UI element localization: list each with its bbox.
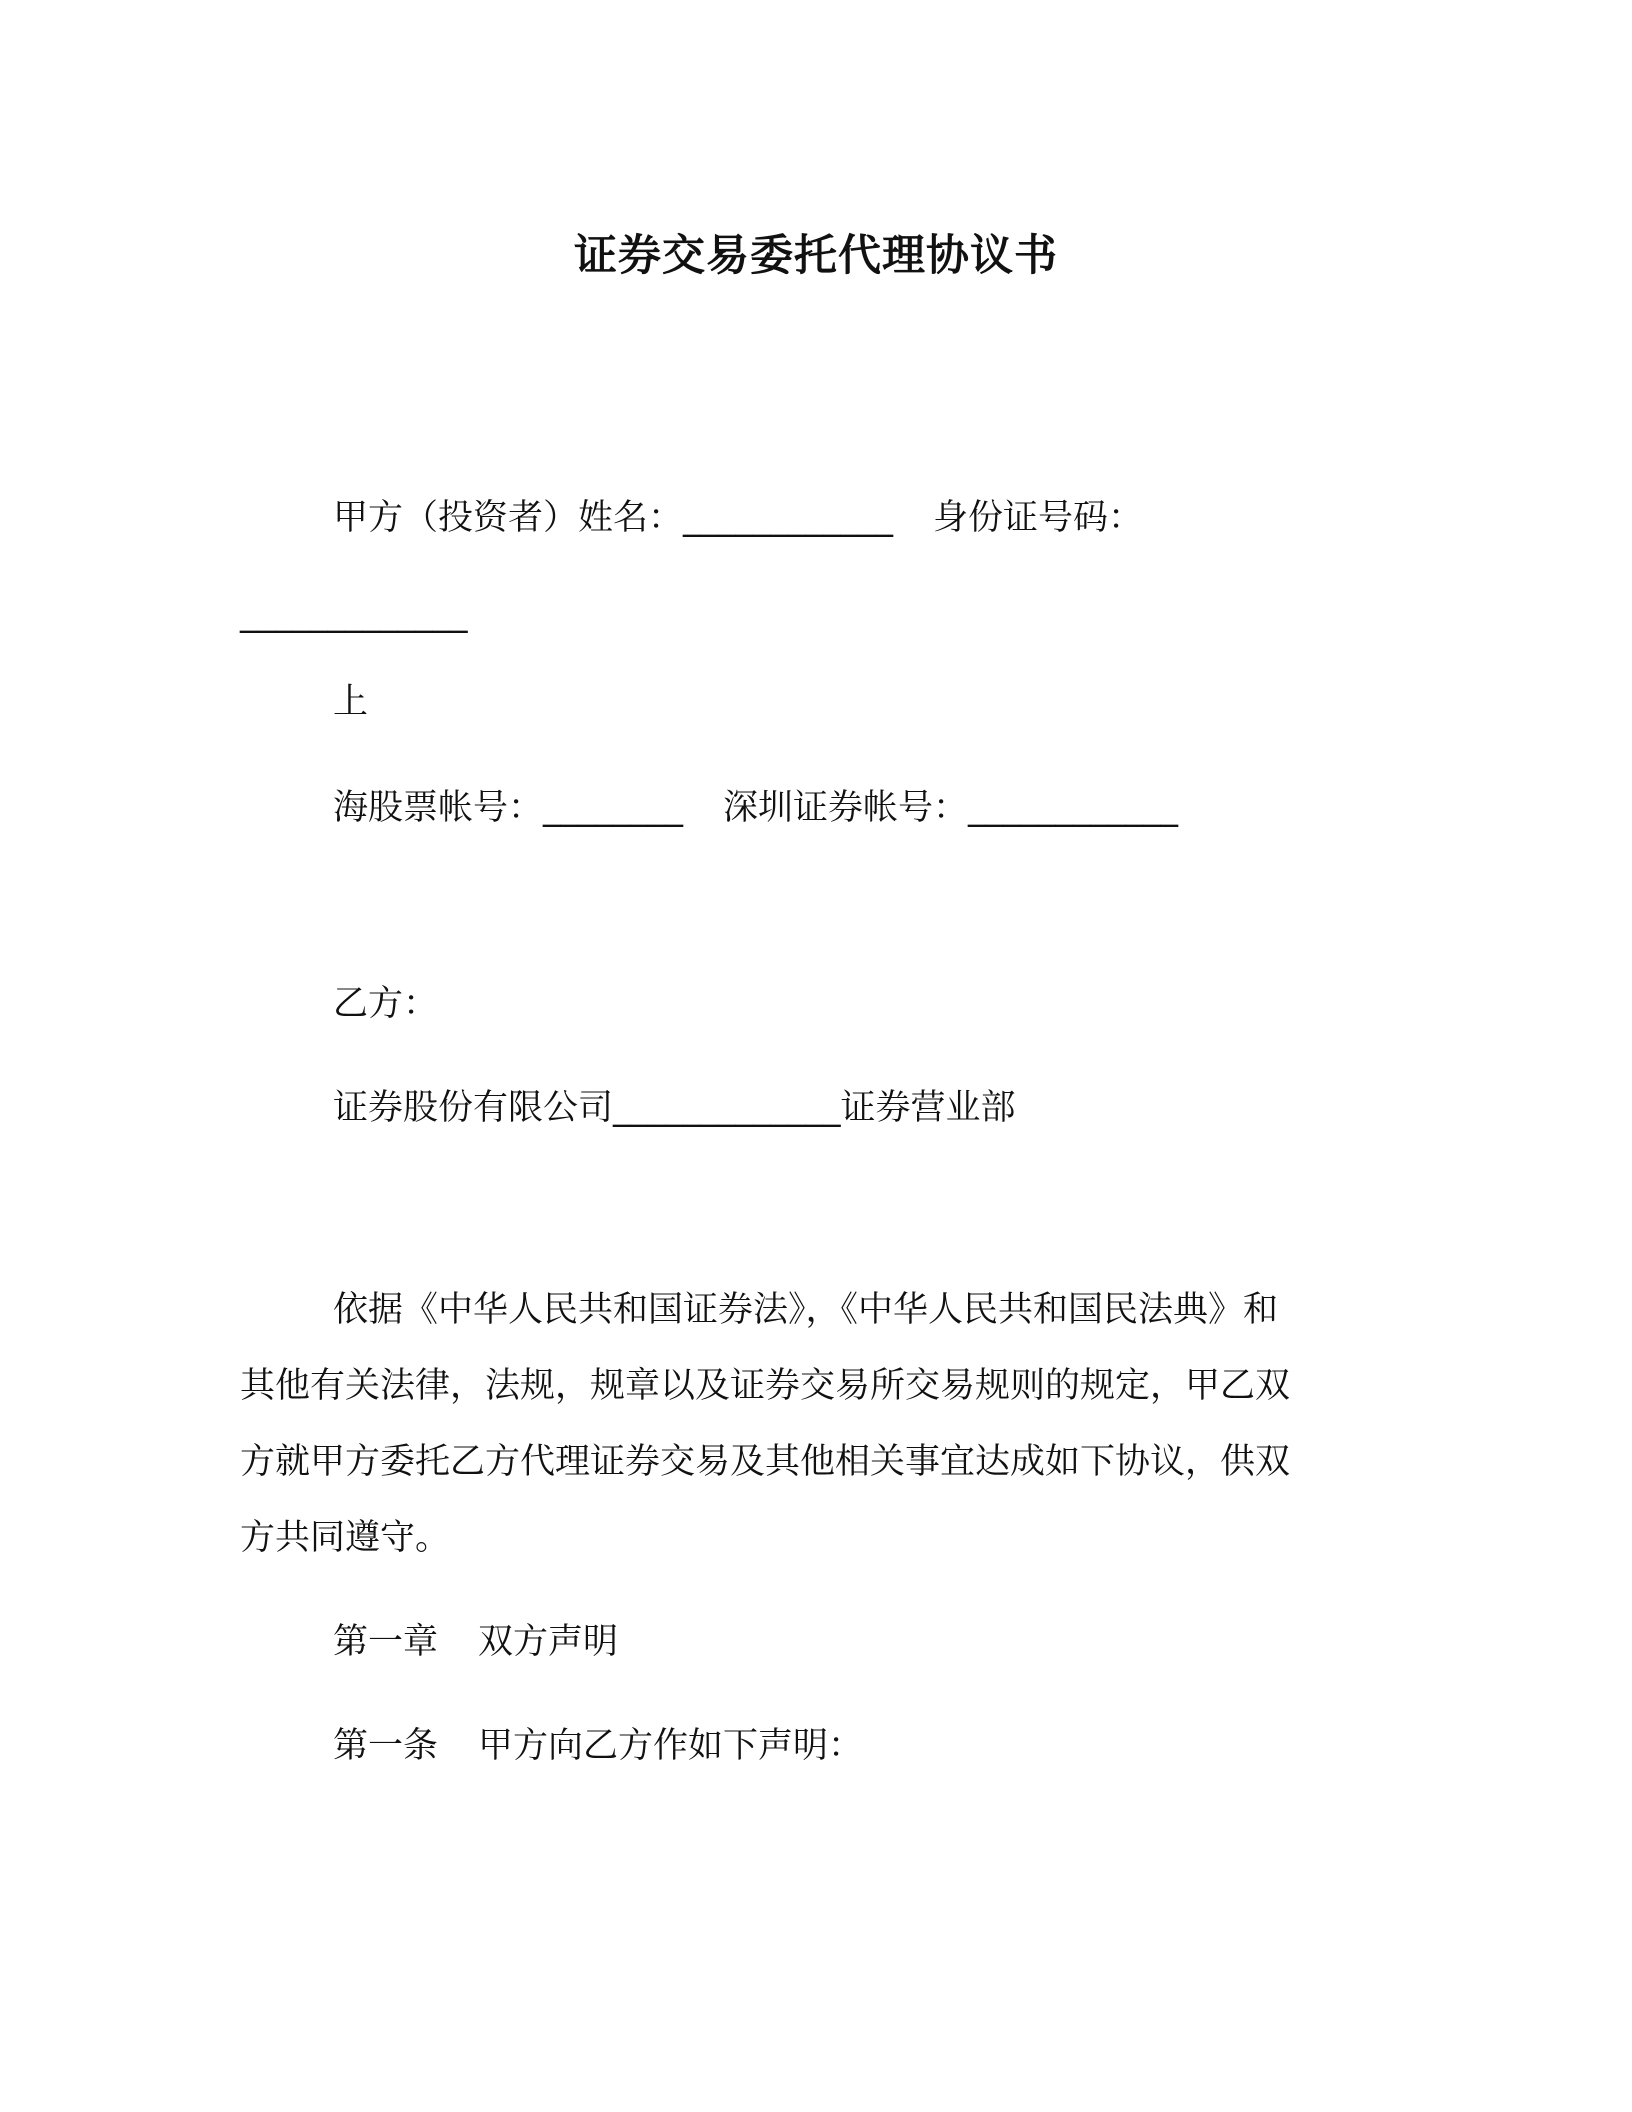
party-a-id-blank-line bbox=[240, 592, 468, 636]
article-heading bbox=[333, 1724, 863, 1768]
shenzhen-account-label: 深圳证券帐号： bbox=[723, 788, 969, 828]
party-b-company-suffix: 证券营业部 bbox=[840, 1088, 1016, 1128]
shanghai-prefix-line bbox=[333, 680, 368, 724]
party-b-label-line bbox=[333, 982, 438, 1026]
preamble-line-1: 依据《中华人民共和国证券法》，《中华人民共和国民法典》和 bbox=[333, 1290, 1279, 1330]
document-title: 证券交易委托代理协议书 bbox=[574, 231, 1058, 281]
chapter-heading bbox=[333, 1620, 618, 1664]
party-a-name-blank: ____________ bbox=[683, 498, 894, 538]
shenzhen-account-blank: ____________ bbox=[968, 788, 1179, 828]
shanghai-account-label: 海股票帐号： bbox=[333, 788, 544, 828]
preamble-line-2: 其他有关法律，法规，规章以及证券交易所交易规则的规定，甲乙双 bbox=[240, 1366, 1291, 1406]
shanghai-prefix: 上 bbox=[333, 682, 369, 722]
party-a-line bbox=[333, 496, 1143, 540]
party-b-company-prefix: 证券股份有限公司 bbox=[333, 1088, 614, 1128]
accounts-line bbox=[333, 786, 1178, 830]
chapter-title: 双方声明 bbox=[478, 1622, 619, 1662]
party-b-company-blank: _____________ bbox=[613, 1088, 841, 1128]
chapter-number: 第一章 bbox=[333, 1622, 439, 1662]
party-b-label: 乙方： bbox=[333, 984, 439, 1024]
preamble-line-4: 方共同遵守。 bbox=[240, 1518, 451, 1558]
article-number: 第一条 bbox=[333, 1726, 439, 1766]
article-title: 甲方向乙方作如下声明： bbox=[478, 1726, 864, 1766]
party-a-id-blank: _____________ bbox=[240, 594, 468, 634]
shanghai-account-blank: ________ bbox=[543, 788, 684, 828]
party-a-id-label: 身份证号码： bbox=[933, 498, 1144, 538]
party-b-company-line bbox=[333, 1086, 1016, 1130]
preamble-line-3: 方就甲方委托乙方代理证券交易及其他相关事宜达成如下协议，供双 bbox=[240, 1442, 1291, 1482]
party-a-name-label: 甲方（投资者）姓名： bbox=[333, 498, 684, 538]
